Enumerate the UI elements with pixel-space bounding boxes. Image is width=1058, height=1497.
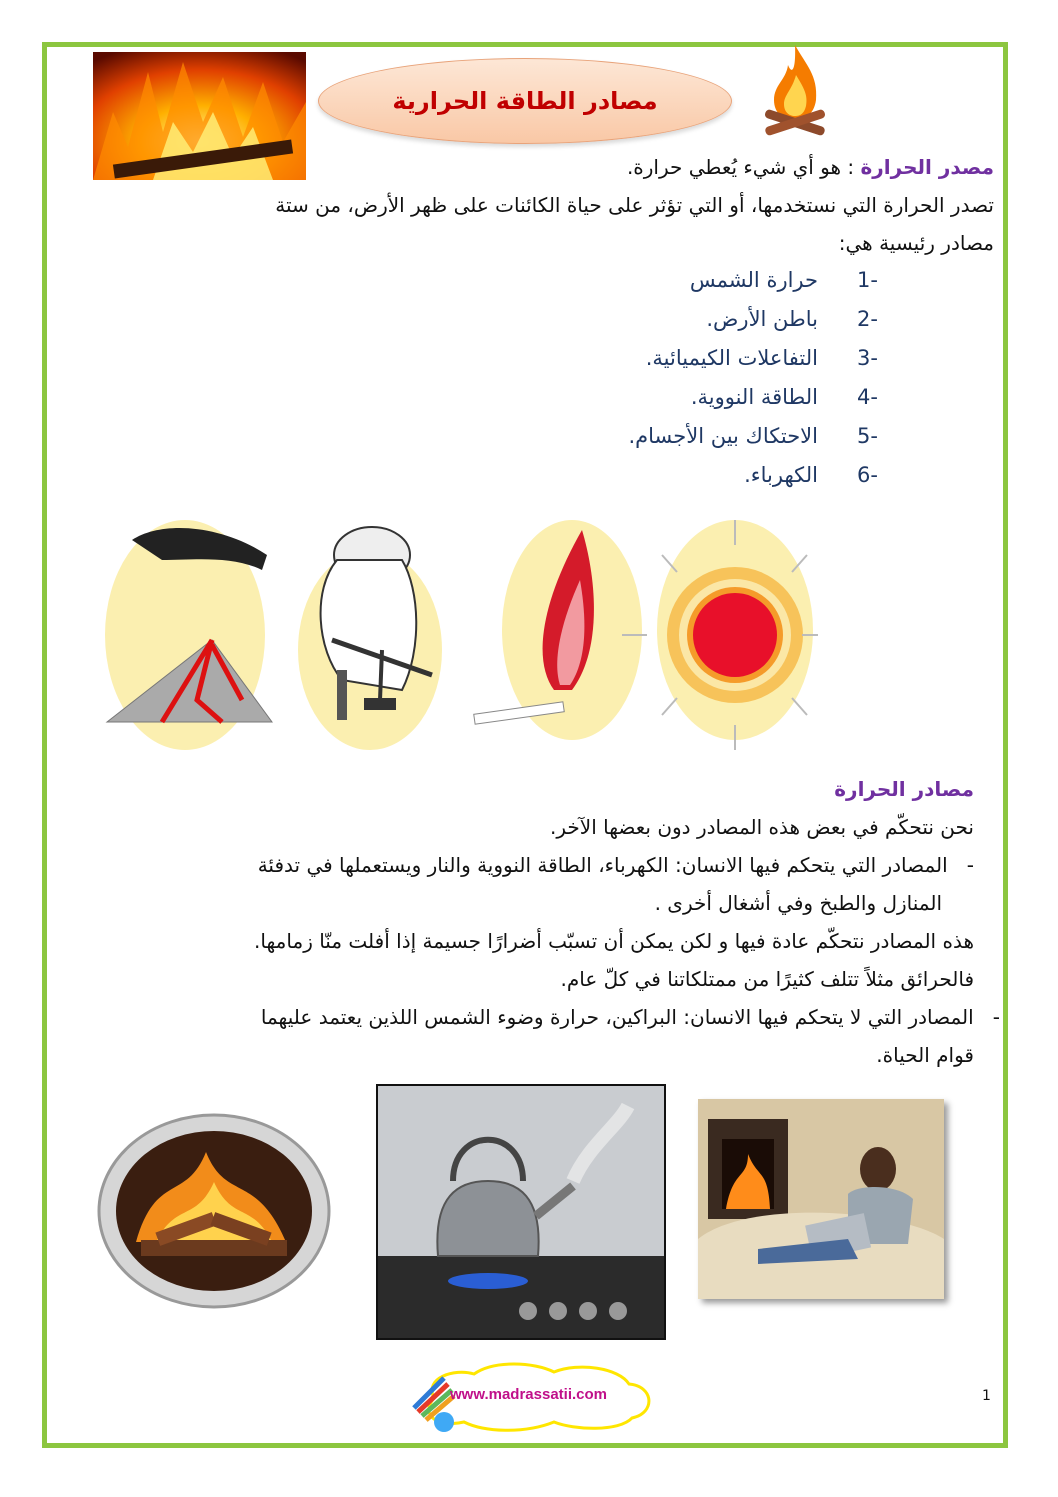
list-number: -5 <box>857 424 878 448</box>
list-item <box>628 424 878 448</box>
paragraph-line: هذه المصادر نتحكّم عادة فيها و لكن يمكن أن تسبّب أضرارًا جسيمة إذا أفلت منّا زمامها. <box>254 929 974 953</box>
list-item <box>706 307 878 331</box>
site-url[interactable]: www.madrassatii.com <box>450 1386 608 1403</box>
heat-sources-illustration <box>102 500 818 762</box>
page-title: مصادر الطاقة الحرارية <box>392 87 658 115</box>
bullet-text: المصادر التي يتحكم فيها الانسان: الكهرباء، الطاقة النووية والنار ويستعملها في تدفئة <box>257 853 948 877</box>
definition-term: مصدر الحرارة <box>860 155 994 179</box>
sun-illustration <box>622 520 818 750</box>
bullet-mark: - <box>992 1005 1000 1029</box>
volcano-illustration <box>105 520 272 750</box>
site-logo <box>404 1358 660 1434</box>
list-number: -2 <box>857 307 878 331</box>
section-heading: مصادر الحرارة <box>834 777 974 801</box>
list-number: -1 <box>857 268 878 292</box>
title-banner <box>318 58 732 144</box>
friction-illustration <box>298 527 442 750</box>
fire-photo <box>93 52 306 180</box>
bullet-continuation: قوام الحياة. <box>876 1043 974 1067</box>
list-label: الكهرباء. <box>744 463 818 487</box>
list-number: -3 <box>857 346 878 370</box>
intro-line-2: مصادر رئيسية هي: <box>838 231 994 255</box>
woman-fireplace-photo <box>698 1099 944 1299</box>
list-label: التفاعلات الكيميائية. <box>645 346 818 370</box>
list-item <box>646 346 878 370</box>
page-number: 1 <box>982 1388 991 1404</box>
kettle-stove-photo <box>376 1084 666 1340</box>
paragraph-line: نحن نتحكّم في بعض هذه المصادر دون بعضها الآخر. <box>550 815 974 839</box>
match-illustration <box>474 520 642 740</box>
list-label: الطاقة النووية. <box>690 385 818 409</box>
list-label: حرارة الشمس <box>689 268 818 292</box>
fireplace-oval-photo <box>96 1112 332 1310</box>
bullet-line <box>261 998 1000 1036</box>
intro-line-1: تصدر الحرارة التي نستخدمها، أو التي تؤثر على حياة الكائنات على ظهر الأرض، من ستة <box>275 193 994 217</box>
definition-line <box>627 148 994 186</box>
list-item <box>744 463 878 487</box>
bullet-mark: - <box>966 853 974 877</box>
paragraph-line: فالحرائق مثلاً تتلف كثيرًا من ممتلكاتنا في كلّ عام. <box>560 967 974 991</box>
definition-text: : هو أي شيء يُعطي حرارة. <box>626 155 861 179</box>
list-item <box>691 385 878 409</box>
list-label: باطن الأرض. <box>706 307 818 331</box>
bullet-line <box>258 846 974 884</box>
campfire-icon <box>756 40 834 136</box>
list-item <box>690 268 878 292</box>
bullet-text: المصادر التي لا يتحكم فيها الانسان: البراكين، حرارة وضوء الشمس اللذين يعتمد عليهما <box>260 1005 974 1029</box>
list-number: -6 <box>857 463 878 487</box>
list-number: -4 <box>857 385 878 409</box>
list-label: الاحتكاك بين الأجسام. <box>628 424 818 448</box>
bullet-continuation: المنازل والطبخ وفي أشغال أخرى . <box>654 891 942 915</box>
